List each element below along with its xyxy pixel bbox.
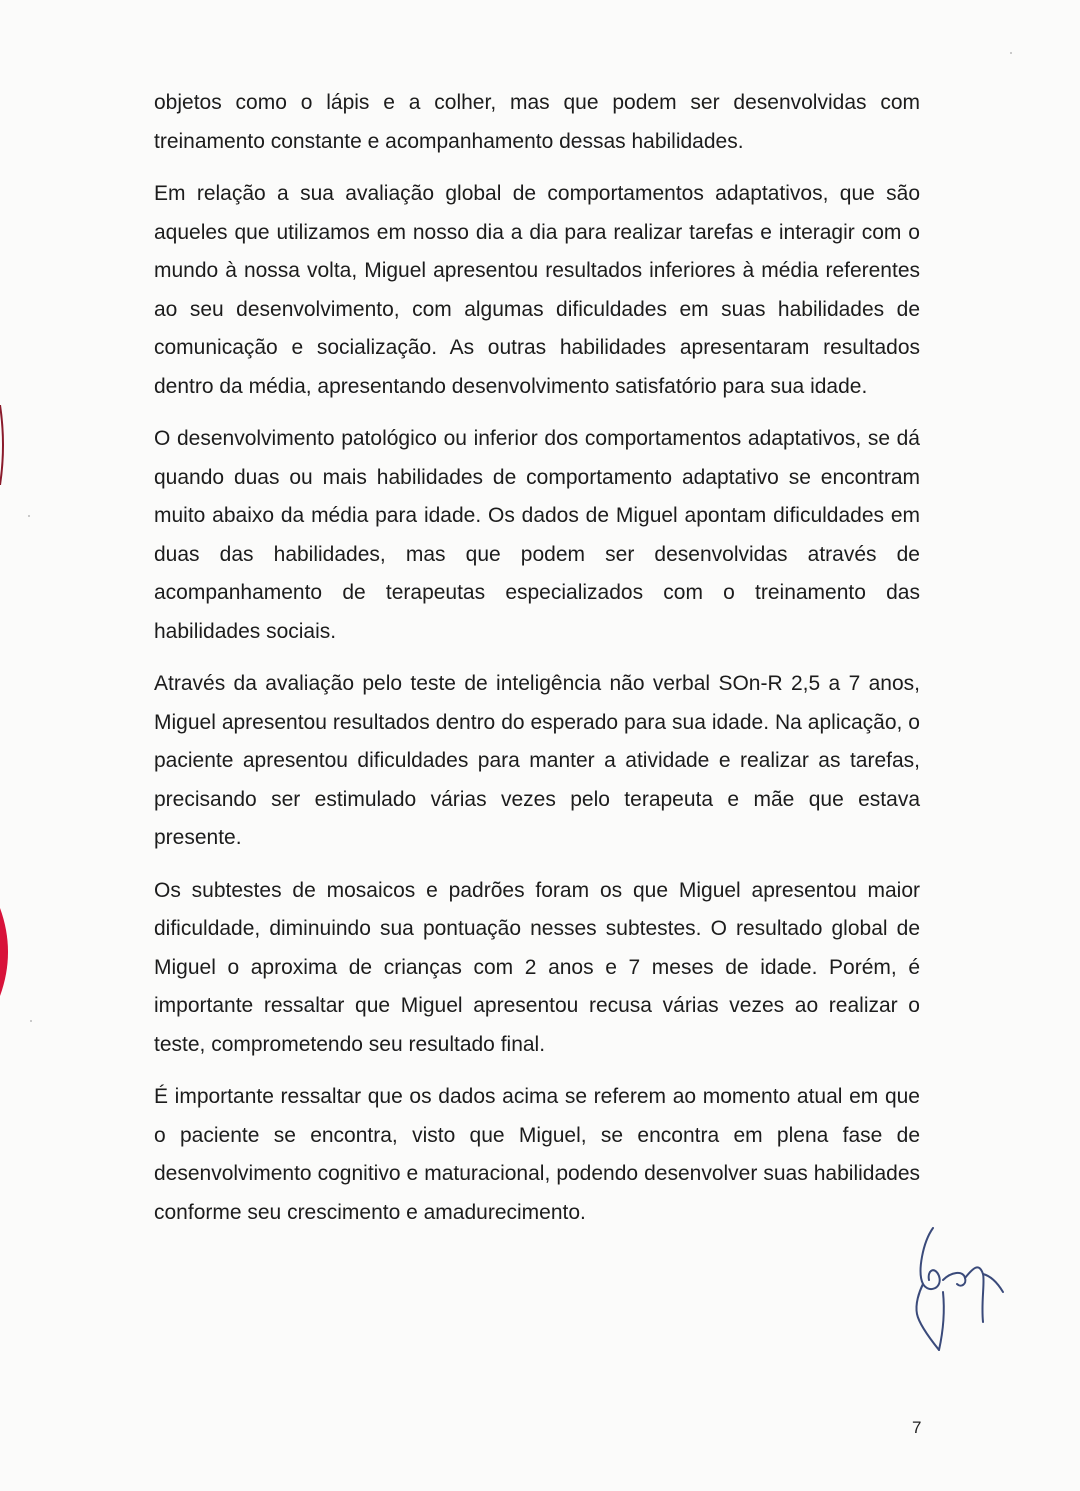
paper-speck <box>1010 52 1012 54</box>
paragraph: Em relação a sua avaliação global de comportamentos adaptativos, que são aqueles que utilizamos em nosso dia a dia para realizar tarefas e interagir com o mundo à nossa volta, Miguel apresentou resultados inferiores à média referentes ao seu desenvolvimento, com algumas dificuldades em suas habilidades de comunicação e socialização. As outras habilidades apresentaram resultados dentro da média, apresentando desenvolvimento satisfatório para sua idade. <box>154 182 920 398</box>
paragraph: Através da avaliação pelo teste de inteligência não verbal SOn-R 2,5 a 7 anos, Miguel apresentou resultados dentro do esperado para sua idade. Na aplicação, o paciente apresentou dificuldades para manter a atividade e realizar as tarefas, precisando ser estimulado várias vezes pelo terapeuta e mãe que estava presente. <box>154 672 920 849</box>
paper-speck <box>28 515 30 517</box>
red-edge-mark <box>0 908 14 996</box>
handwritten-signature <box>905 1222 1015 1362</box>
left-edge-mark <box>0 405 8 485</box>
paragraph: Os subtestes de mosaicos e padrões foram os que Miguel apresentou maior dificuldade, diminuindo sua pontuação nesses subtestes. O resultado global de Miguel o aproxima de crianças com 2 anos e 7 meses de idade. Porém, é importante ressaltar que Miguel apresentou recusa várias vezes ao realizar o teste, comprometendo seu resultado final. <box>154 878 920 1056</box>
paragraph: O desenvolvimento patológico ou inferior dos comportamentos adaptativos, se dá quando duas ou mais habilidades de comportamento adaptativo se encontram muito abaixo da média para idade. Os dados de Miguel apontam dificuldades em duas das habilidades, mas que podem ser desenvolvidas através de acompanhamento de terapeutas especializados com o treinamento das habilidades sociais. <box>154 427 920 643</box>
body-text <box>154 84 920 1246</box>
paragraph: É importante ressaltar que os dados acima se referem ao momento atual em que o paciente se encontra, visto que Miguel, se encontra em plena fase de desenvolvimento cognitivo e maturacional, podendo desenvolver suas habilidades conforme seu crescimento e amadurecimento. <box>154 1085 920 1224</box>
paragraph: objetos como o lápis e a colher, mas que podem ser desenvolvidas com treinamento constante e acompanhamento dessas habilidades. <box>154 91 920 153</box>
page-number: 7 <box>912 1418 922 1437</box>
paper-speck <box>30 1020 32 1022</box>
